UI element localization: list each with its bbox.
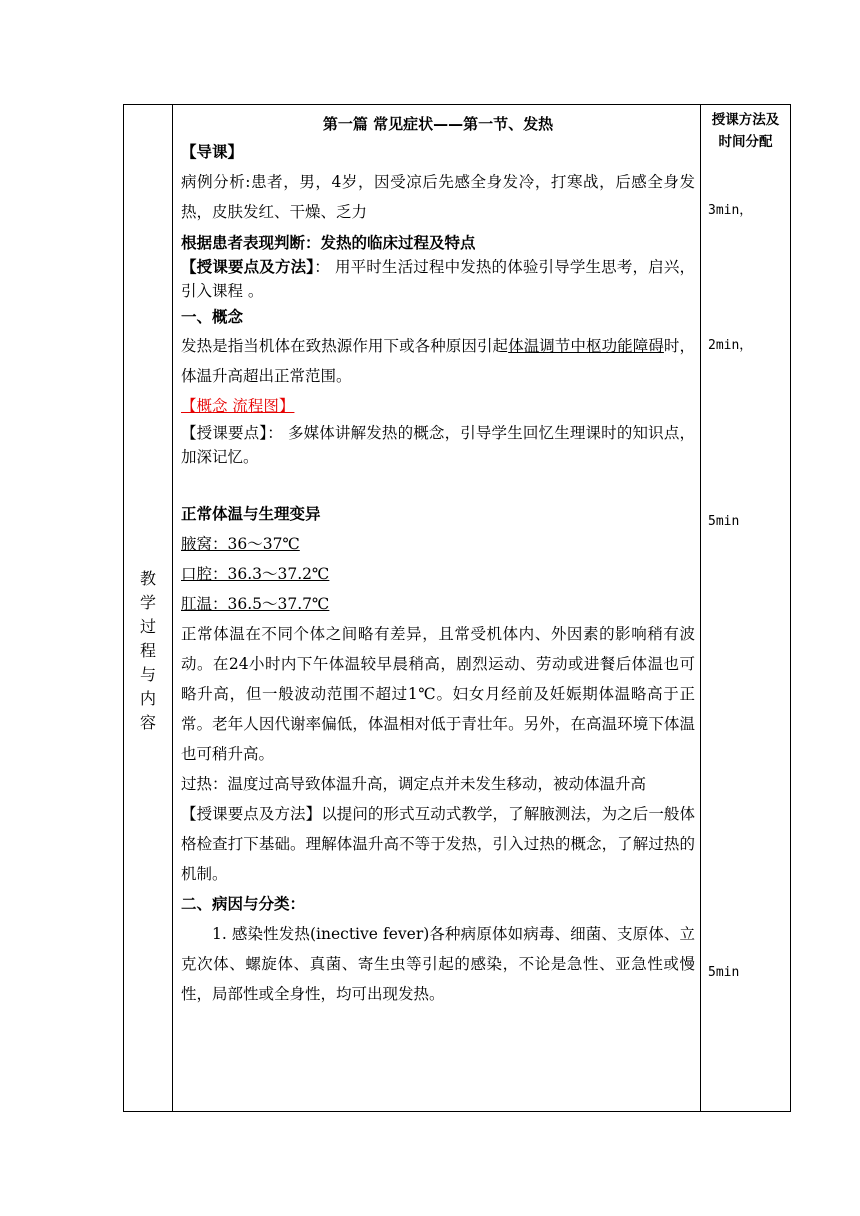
lesson-plan-table	[123, 104, 791, 1112]
temp-rectal-text: 肛温：36.5～37.7℃	[181, 595, 330, 613]
section-label-char: 程	[139, 641, 156, 660]
time-mark: 2min，	[708, 338, 753, 353]
point-label: 【授课要点】	[181, 424, 268, 442]
flowchart-link[interactable]: 【概念 流程图】	[181, 397, 295, 415]
section-label-cell	[124, 105, 173, 1112]
concept-text-post: 时，体温升高超出正常范围。	[181, 337, 695, 385]
normal-temp-heading: 正常体温与生理变异	[181, 505, 321, 523]
concept-text	[181, 331, 695, 391]
time-mark: 5min	[708, 965, 740, 980]
temp-axilla	[181, 529, 695, 559]
temp-oral	[181, 559, 695, 589]
case-analysis: 病例分析:患者，男，4岁，因受凉后先感全身发冷，打寒战，后感全身发热，皮肤发红、干燥、乏力	[181, 173, 695, 221]
temp-axilla-text: 腋窝：36～37℃	[181, 535, 300, 553]
time-mark: 3min，	[708, 203, 753, 218]
section-label-char: 过	[139, 617, 156, 636]
temp-oral-text: 口腔：36.3～37.2℃	[181, 565, 330, 583]
method-label: 【授课要点及方法】	[181, 258, 315, 276]
section-label-char: 内	[139, 689, 156, 708]
normal-temp-text: 正常体温在不同个体之间略有差异，且常受机体内、外因素的影响稍有波动。在24小时内下午体温较早晨稍高，剧烈运动、劳动或进餐后体温也可略升高，但一般波动范围不超过1℃。妇女月经前及妊娠期体温略高于正常。老年人因代谢率偏低，体温相对低于青壮年。另外，在高温环境下体温也可稍升高。	[181, 625, 695, 763]
time-header-text: 授课方法及时间分配	[711, 112, 780, 150]
section-label-char: 与	[139, 665, 156, 684]
time-allocation-cell	[701, 105, 791, 1112]
time-mark: 5min	[708, 514, 740, 529]
concept-flowchart-link[interactable]	[181, 391, 695, 421]
method-note-1	[181, 255, 695, 303]
concept-heading: 一、概念	[181, 308, 244, 326]
point-text: ： 多媒体讲解发热的概念，引导学生回忆生理课时的知识点，加深记忆。	[181, 424, 695, 466]
temp-rectal	[181, 589, 695, 619]
intro-heading: 【导课】	[181, 143, 244, 161]
point-note	[181, 421, 695, 469]
concept-text-pre: 发热是指当机体在致热源作用下或各种原因引起	[181, 337, 509, 355]
cause-heading: 二、病因与分类：	[181, 895, 306, 913]
time-allocation-header	[701, 109, 790, 153]
method-note-2	[181, 799, 695, 889]
cause-item-1: 1. 感染性发热(inective fever)各种病原体如病毒、细菌、支原体、立克次体、螺旋体、真菌、寄生虫等引起的感染，不论是急性、亚急性或慢性，局部性或全身性，均可出现发热。	[181, 925, 695, 1003]
method-label: 【授课要点及方法】	[181, 805, 322, 823]
method-text: 以提问的形式互动式教学，了解腋测法，为之后一般体格检查打下基础。理解体温升高不等于发热，引入过热的概念，了解过热的机制。	[181, 805, 695, 883]
concept-underlined-term: 体温调节中枢功能障碍	[508, 337, 664, 355]
content-body	[181, 111, 695, 1009]
judge-text: 根据患者表现判断：发热的临床过程及特点	[181, 234, 476, 252]
section-label-char: 教	[139, 569, 156, 588]
overheat-text: 过热：温度过高导致体温升高，调定点并未发生移动，被动体温升高	[181, 775, 647, 793]
section-label-char: 学	[139, 593, 156, 612]
section-label	[124, 567, 172, 735]
section-label-char: 容	[139, 713, 156, 732]
content-cell	[173, 105, 701, 1112]
lesson-title: 第一篇 常见症状——第一节、发热	[322, 115, 554, 133]
method-text: ： 用平时生活过程中发热的体验引导学生思考，启兴，引入课程 。	[181, 258, 695, 300]
